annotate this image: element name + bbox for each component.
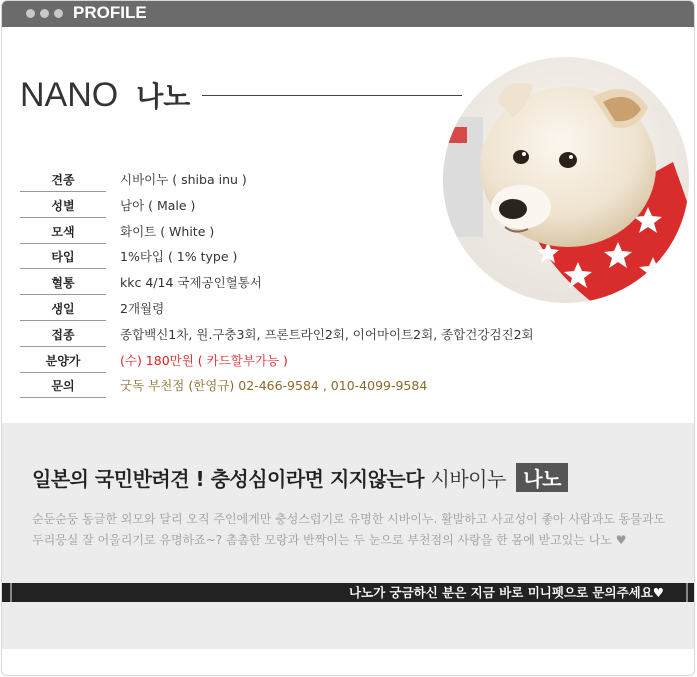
- header-title: PROFILE: [73, 3, 147, 22]
- dot-icon: [26, 9, 35, 18]
- info-value: 시바이누 ( shiba inu ): [120, 172, 247, 187]
- info-label: 생일: [20, 298, 106, 321]
- profile-header: [2, 1, 694, 27]
- info-label: 성별: [20, 195, 106, 218]
- info-label: 분양가: [20, 350, 106, 373]
- info-value: kkc 4/14 국제공인혈통서: [120, 275, 262, 291]
- info-label: 타입: [20, 246, 106, 269]
- info-value: 화이트 ( White ): [120, 223, 215, 239]
- banner-edge: [686, 583, 688, 602]
- contact-value: 굿독 부천점 (한영규) 02-466-9584 , 010-4099-9584: [120, 378, 428, 394]
- headline-breed: 시바이누: [430, 467, 506, 491]
- name-divider: [202, 95, 462, 96]
- contact-banner: [2, 583, 694, 602]
- info-value: 종합백신1차, 원.구충3회, 프론트라인2회, 이어마이트2회, 종합건강검진2회: [120, 326, 534, 342]
- banner-edge: [10, 583, 12, 602]
- intro-description: 순둔순둥 동글한 외모와 달리 오직 주인에게만 충성스럽기로 유명한 시바이누. 활발하고 사교성이 좋아 사람과도 동물과도 두리뭉실 잘 어울리기로 유명하죠~? 촘촘한 모랑과 반짝이는 두 눈으로 부천점의 사랑을 한 몸에 받고있는 나노 ♥: [32, 512, 666, 547]
- dog-name-korean: 나노: [136, 80, 191, 113]
- profile-card: [1, 0, 695, 676]
- info-label: 접종: [20, 324, 106, 347]
- dot-icon: [40, 9, 49, 18]
- dot-icon: [54, 9, 63, 18]
- price-value: (수) 180만원 ( 카드할부가능 ): [120, 352, 288, 368]
- window-dots: [26, 9, 63, 18]
- info-label: 견종: [20, 169, 106, 192]
- info-value: 1%타입 ( 1% type ): [120, 249, 238, 265]
- headline-name-badge: 나노: [516, 463, 568, 492]
- info-value: 2개월령: [120, 300, 165, 316]
- intro-headline: [32, 463, 568, 492]
- info-label: 문의: [20, 375, 106, 398]
- banner-text: 나노가 궁금하신 분은 지금 바로 미니펫으로 문의주세요♥: [348, 585, 664, 600]
- info-label: 혈통: [20, 272, 106, 295]
- headline-bold: 일본의 국민반려견 ! 충성심이라면 지지않는다: [32, 467, 425, 491]
- dog-name-english: NANO: [20, 76, 119, 114]
- info-value: 남아 ( Male ): [120, 197, 196, 213]
- info-label: 모색: [20, 221, 106, 244]
- dog-name: [20, 75, 190, 115]
